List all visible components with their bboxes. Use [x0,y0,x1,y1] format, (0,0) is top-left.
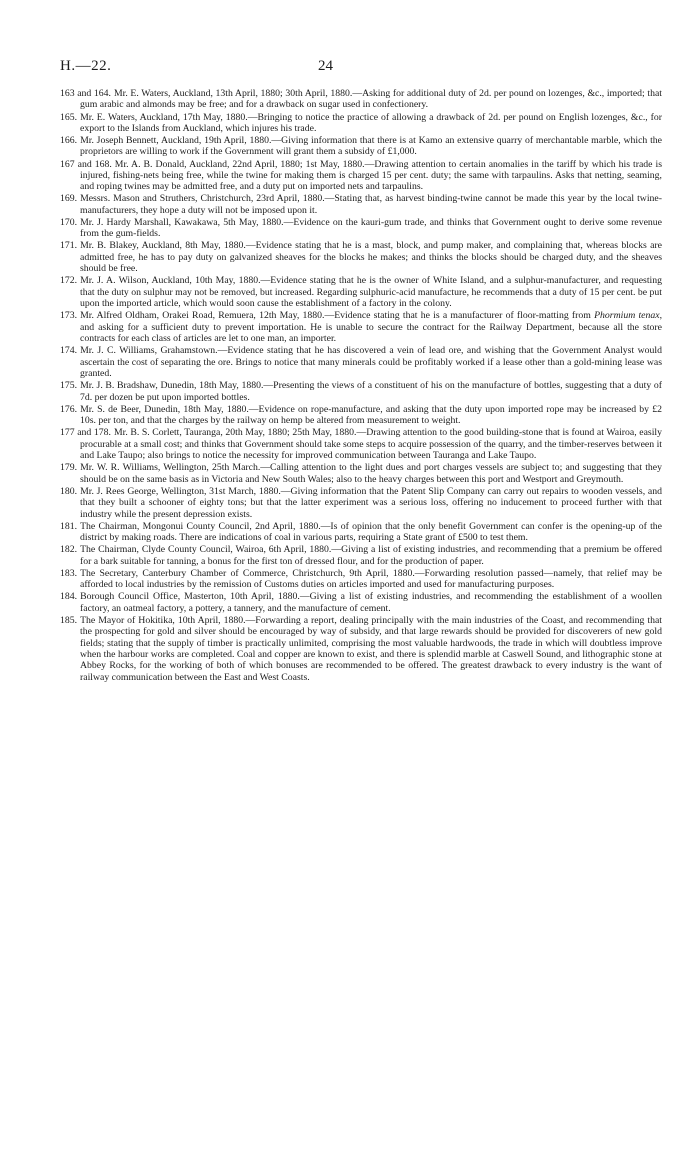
entry-number: 176. [60,403,78,415]
entry-text: Mr. Joseph Bennett, Auckland, 19th April, 1880.—Giving information that there is at Kamo an extensive quarry of merchantable marble, which the proprietors are willing to work if the Government will grant them a subsidy of £1,000. [80,135,662,158]
entry-text: Borough Council Office, Masterton, 10th April, 1880.—Giving a list of existing industries, and recommending the establishment of a woollen factory, an oatmeal factory, a pottery, a tannery, and the manufacture of cement. [80,591,662,614]
entry-number: 163 and 164. [60,88,111,99]
page-number: 24 [318,58,333,74]
entry-text: The Chairman, Mongonui County Council, 2nd April, 1880.—Is of opinion that the only benefit Government can confer is the opening-up of the district by making roads. There are indications of coal in various parts, requiring a State grant of £500 to test them. [80,520,662,544]
entry-number: 167 and 168. [60,158,112,170]
entry-text: Mr. E. Waters, Auckland, 17th May, 1880.—Bringing to notice the practice of allowing a drawback of 2d. per pound on English lozenges, &c., for export to the Islands from Auckland, which injures his trade. [80,111,662,134]
entry-number: 180. [60,485,78,497]
entry-text: Mr. J. Hardy Marshall, Kawakawa, 5th May, 1880.—Evidence on the kauri-gum trade, and thinks that Government ought to derive some revenue from the gum-fields. [80,216,662,240]
entry-text: Mr. J. Rees George, Wellington, 31st March, 1880.—Giving information that the Patent Slip Company can carry out repairs to wooden vessels, and that they built a schooner of eighty tons; but that the latter experiment was a serious loss, offering no inducement to proceed further with that industry while the present depression exists. [80,485,662,520]
entry-number: 174. [60,345,78,357]
entries-list [60,88,662,684]
entry-italic-term: Phormium tenax [594,310,660,322]
entry-text: Mr. A. B. Donald, Auckland, 22nd April, 1880; 1st May, 1880.—Drawing attention to certain anomalies in the tariff by which his trade is injured, fishing-nets being free, while the twine for making them is charged 15 per cent. duty; the same with tarpaulins. Asks that netting, seaming, and roping twines may be admitted free, and a duty put on imported nets and tarpaulins. [80,158,663,193]
entry-177-178 [60,427,662,461]
paper-reference: H.—22. [60,58,112,74]
entry-173 [60,310,662,344]
entry-175 [60,380,662,403]
entry-number: 183. [60,567,78,579]
entry-171 [60,240,662,274]
entry-176 [60,404,662,427]
entry-174 [60,345,662,379]
entry-text: Mr. J. B. Bradshaw, Dunedin, 18th May, 1880.—Presenting the views of a constituent of his on the manufacture of bottles, suggesting that a duty of 7d. per dozen be put upon imported bottles. [80,380,662,403]
entry-166 [60,135,662,158]
entry-text: Mr. B. Blakey, Auckland, 8th May, 1880.—Evidence stating that he is a mast, block, and pump maker, and complaining that, whereas blocks are admitted free, he has to pay duty on galvanized sheaves for the blocks he makes; and thinks the blocks should be charged duty, and the sheaves should be free. [80,240,662,275]
entry-text: The Chairman, Clyde County Council, Wairoa, 6th April, 1880.—Giving a list of existing industries, and recommending that a premium be offered for a bark suitable for tanning, a bonus for the first ton of dressed flour, and for the production of paper. [80,544,662,567]
entry-number: 166. [60,135,78,146]
entry-text: Mr. E. Waters, Auckland, 13th April, 1880; 30th April, 1880.—Asking for additional duty of 2d. per pound on lozenges, &c., imported; that gum arabic and almonds may be free; and for a drawback on sugar used in confectionery. [80,88,662,111]
entry-185 [60,615,662,684]
entry-text: Messrs. Mason and Struthers, Christchurch, 23rd April, 1880.—Stating that, as harvest binding-twine cannot be made this year by the local twine-manufacturers, they hope a duty will not be imposed upon it. [80,193,662,216]
entry-167-168 [60,159,662,193]
entry-text: , and asking for a sufficient duty to prevent importation. He is unable to secure the contract for the Railway Department, because all the store contracts for each class of articles are let to one man, an importer. [80,310,663,345]
entry-179 [60,462,662,485]
entry-181 [60,521,662,544]
entry-text: Mr. W. R. Williams, Wellington, 25th March.—Calling attention to the light dues and port charges vessels are subject to; and suggesting that they should be on the same basis as in Victoria and New South Wales; also to the heavy charges between this port and Westport and Greymouth. [80,462,662,485]
entry-text: The Mayor of Hokitika, 10th April, 1880.—Forwarding a report, dealing principally with the main industries of the Coast, and recommending that the prospecting for gold and silver should be encouraged by way of subsidy, and that large rewards should be provided for discoverers of new gold fields; stating that the supply of timber is practically unlimited, comprising the most valuable hardwoods, the trade in which will doubtless improve when the harbour works are completed. Coal and copper are known to exist, and there is splendid marble at Caswell Sound, and lithographic stone at Abbey Rocks, for the working of both of which bonuses are recommended to be offered. The greatest drawback to every industry is the want of railway communication between the East and West Coasts. [80,614,662,683]
entry-number: 181. [60,520,78,532]
entry-184 [60,591,662,614]
entry-text: Mr. J. C. Williams, Grahamstown.—Evidence stating that he has discovered a vein of lead ore, and wishing that the Government Analyst would ascertain the cost of separating the ore. Brings to notice that many minerals could be profitably worked if a lease other than a gold-mining lease was granted. [80,345,662,380]
entry-169 [60,193,662,216]
entry-number: 182. [60,544,78,556]
entry-163-164 [60,88,662,111]
entry-number: 170. [60,216,78,228]
entry-number: 172. [60,275,78,287]
entry-text: Mr. J. A. Wilson, Auckland, 10th May, 1880.—Evidence stating that he is the owner of White Island, and a sulphur-manufacturer, and requesting that the duty on sulphur may not be removed, but increased. Regarding sulphuric-acid manufacture, he recommends that a duty of 15 per cent. be put upon the imported article, which would soon cause the establishment of a factory in the colony. [80,275,662,310]
entry-number: 175. [60,380,78,392]
entry-165 [60,112,662,135]
entry-number: 171. [60,240,78,252]
entry-number: 179. [60,462,78,474]
entry-182 [60,544,662,567]
entry-180 [60,486,662,520]
entry-number: 184. [60,591,78,603]
entry-number: 173. [60,310,78,322]
entry-text: The Secretary, Canterbury Chamber of Commerce, Christchurch, 9th April, 1880.—Forwarding resolution passed—namely, that relief may be afforded to local industries by the remission of Customs duties on articles imported and used for manufacturing purposes. [80,567,662,591]
page-header [60,58,660,78]
entry-number: 185. [60,614,78,626]
entry-183 [60,568,662,591]
entry-170 [60,217,662,240]
entry-number: 165. [60,111,78,123]
entry-text: Mr. Alfred Oldham, Orakei Road, Remuera, 12th May, 1880.—Evidence stating that he is a manufacturer of floor-matting from [80,310,595,322]
entry-172 [60,275,662,309]
entry-text: Mr. B. S. Corlett, Tauranga, 20th May, 1880; 25th May, 1880.—Drawing attention to the good building-stone that is found at Wairoa, easily procurable at a small cost; and thinks that Government should take some steps to acquire possession of the quarry, and the timber-reserves between it and Lake Taupo; also brings to notice the necessity for improved communication between Tauranga and Lake Taupo. [80,427,662,462]
entry-number: 169. [60,193,78,205]
entry-number: 177 and 178. [60,427,111,439]
entry-text: Mr. S. de Beer, Dunedin, 18th May, 1880.—Evidence on rope-manufacture, and asking that the duty upon imported rope may be increased by £2 10s. per ton, and that the charges by the railway on hemp be altered from measurement to weight. [80,403,662,427]
